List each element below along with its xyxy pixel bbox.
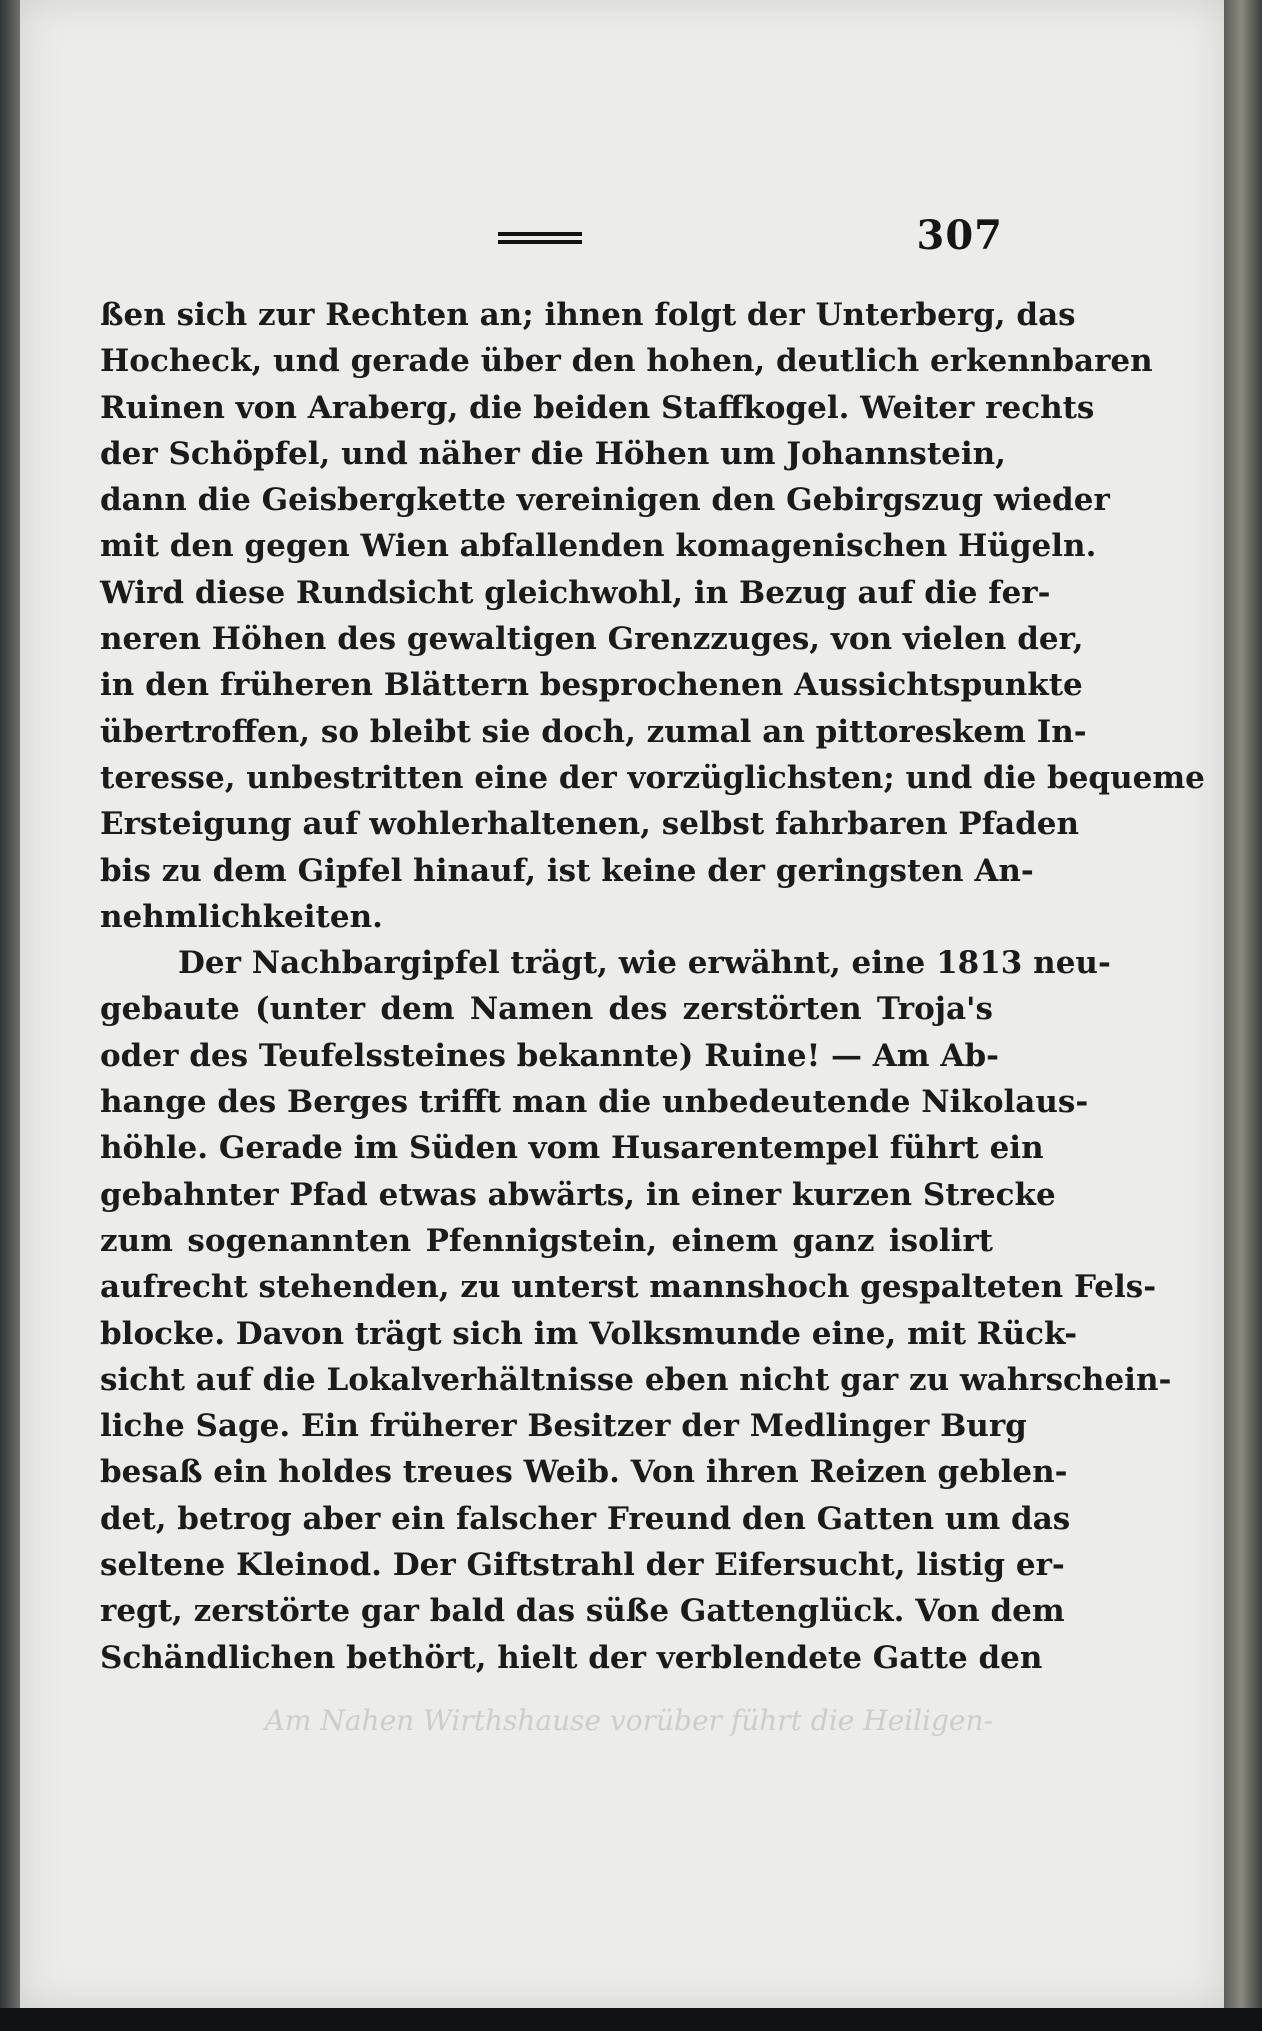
text-line: ßen sich zur Rechten an; ihnen folgt der Unterberg, das [100, 297, 1076, 333]
text-line: dann die Geisbergkette vereinigen den Gebirgszug wieder [100, 482, 1110, 519]
header-rule [498, 232, 582, 244]
text-line: regt, zerstörte gar bald das süße Gattenglück. Von dem [100, 1593, 1065, 1630]
text-line: gebaute (unter dem Namen des zerstörten Troja's [100, 991, 993, 1028]
text-line: Hocheck, und gerade über den hohen, deutlich erkennbaren [100, 343, 1153, 380]
text-line: bis zu dem Gipfel hinauf, ist keine der geringsten An- [100, 852, 1034, 889]
page-bottom-edge [0, 2008, 1262, 2031]
text-line: teresse, unbestritten eine der vorzüglichsten; und die bequeme [100, 759, 1205, 796]
text-line: hange des Berges trifft man die unbedeutende Nikolaus- [100, 1084, 1089, 1121]
text-line: Ruinen von Araberg, die beiden Staffkogel. Weiter rechts [100, 389, 1095, 426]
text-line: Wird diese Rundsicht gleichwohl, in Bezug auf die fer- [100, 574, 1051, 611]
text-line: oder des Teufelssteines bekannte) Ruine! — Am Ab- [100, 1037, 999, 1074]
text-line: liche Sage. Ein früherer Besitzer der Medlinger Burg [100, 1408, 1027, 1445]
page-right-edge [1224, 0, 1262, 2031]
text-line: det, betrog aber ein falscher Freund den Gatten um das [100, 1500, 1071, 1537]
text-line: besaß ein holdes treues Weib. Von ihren Reizen geblen- [100, 1454, 1068, 1491]
text-line: blocke. Davon trägt sich im Volksmunde eine, mit Rück- [100, 1315, 1078, 1352]
text-line: aufrecht stehenden, zu unterst mannshoch gespalteten Fels- [100, 1269, 1157, 1306]
body-text [100, 292, 1205, 1681]
show-through-text: Am Nahen Wirthshause vorüber führt die Heiligen- [264, 1704, 993, 1737]
page-left-edge [0, 0, 20, 2008]
text-line: zum sogenannten Pfennigstein, einem ganz isolirt [100, 1222, 993, 1259]
text-line: sicht auf die Lokalverhältnisse eben nicht gar zu wahrschein- [100, 1361, 1172, 1398]
text-line: gebahnter Pfad etwas abwärts, in einer kurzen Strecke [100, 1176, 1056, 1213]
text-line: seltene Kleinod. Der Giftstrahl der Eifersucht, listig er- [100, 1547, 1065, 1584]
text-line: übertroffen, so bleibt sie doch, zumal an pittoreskem In- [100, 713, 1087, 750]
text-line: der Schöpfel, und näher die Höhen um Johannstein, [100, 435, 1006, 472]
text-line: mit den gegen Wien abfallenden komagenischen Hügeln. [100, 528, 1097, 565]
page-number: 307 [916, 212, 1003, 259]
text-line: in den früheren Blättern besprochenen Aussichtspunkte [100, 667, 1083, 704]
text-line: Ersteigung auf wohlerhaltenen, selbst fahrbaren Pfaden [100, 806, 1080, 843]
text-line: neren Höhen des gewaltigen Grenzzuges, von vielen der, [100, 621, 1084, 658]
text-line: höhle. Gerade im Süden vom Husarentempel führt ein [100, 1130, 1044, 1167]
text-line: Schändlichen bethört, hielt der verblendete Gatte den [100, 1639, 1043, 1676]
text-line: nehmlichkeiten. [100, 898, 383, 935]
paragraph-first-line: Der Nachbargipfel trägt, wie erwähnt, eine 1813 neu- [178, 945, 1111, 982]
